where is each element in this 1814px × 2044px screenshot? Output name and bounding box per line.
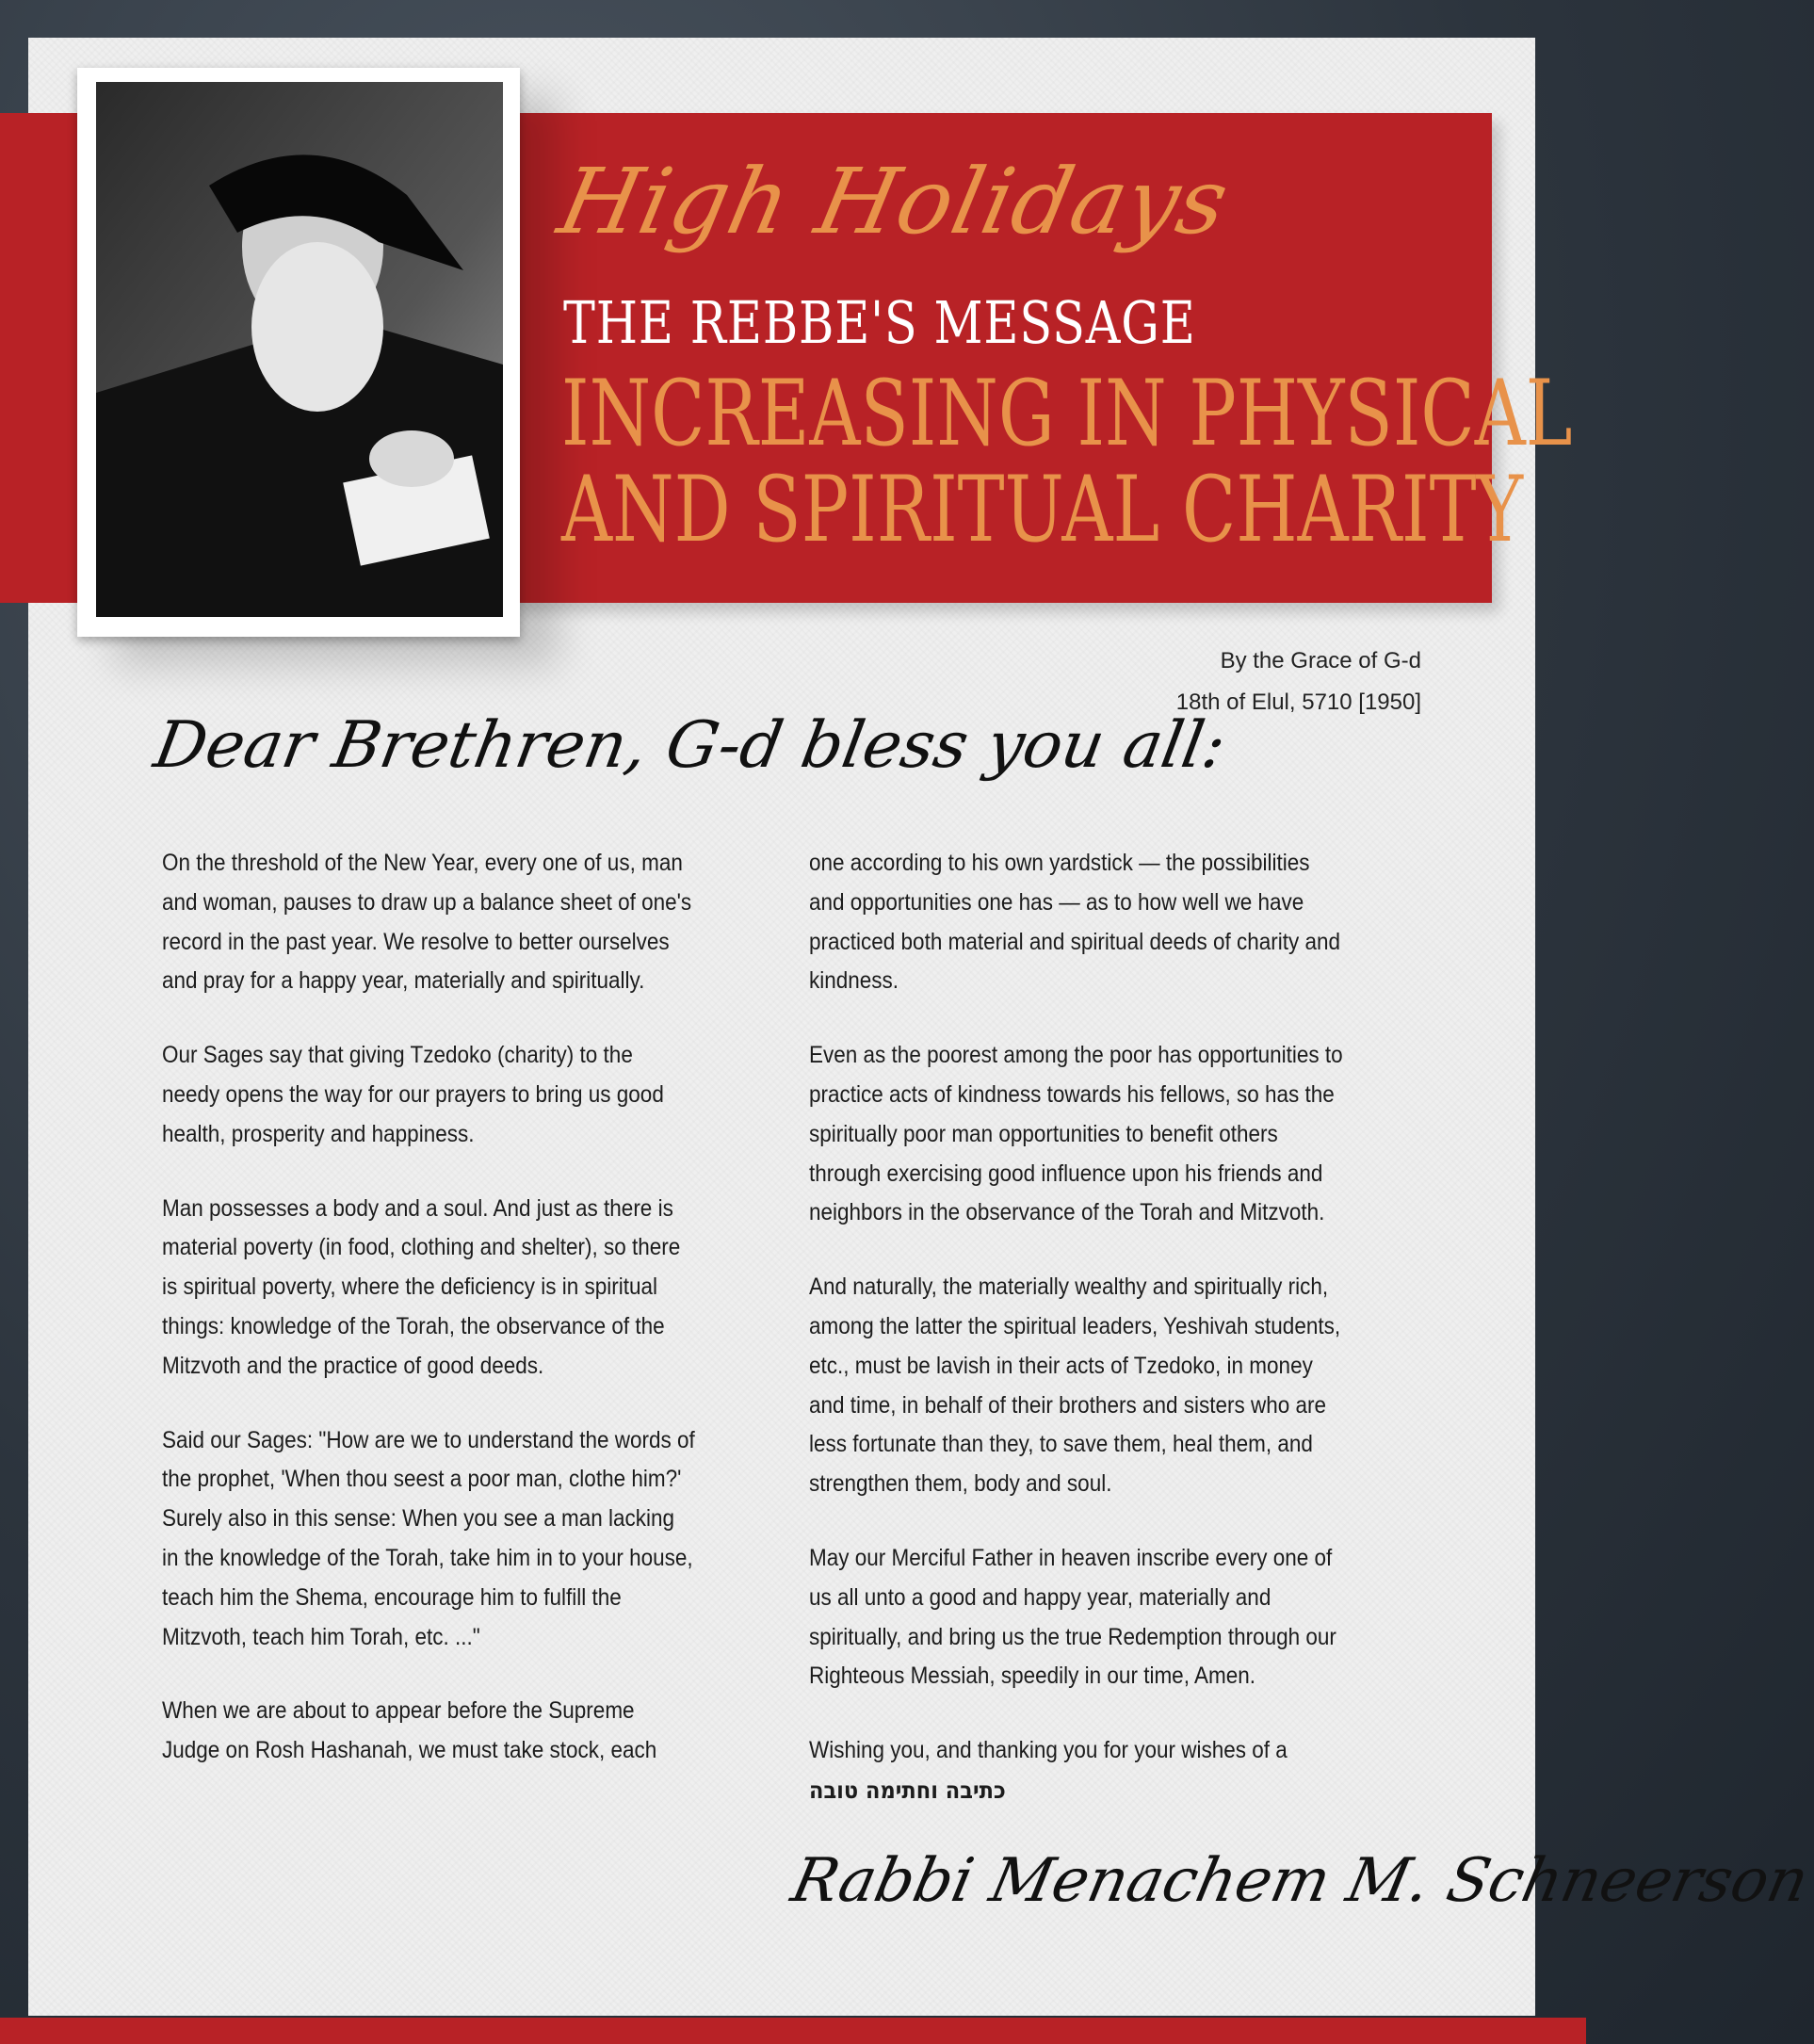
paragraph: On the threshold of the New Year, every one of us, man and woman, pauses to draw up a balance sheet of one's record in the past year. We resolve to better ourselves and pray for a happy year, materially and spiritually. (162, 850, 692, 995)
main-title-line-1: INCREASING IN PHYSICAL (561, 361, 1573, 466)
signature: Rabbi Menachem M. Schneerson (786, 1846, 1814, 1916)
portrait-photo (96, 82, 503, 617)
paragraph: Our Sages say that giving Tzedoko (charity) to the needy opens the way for our prayers to bring us good health, prosperity and happiness. (162, 1042, 664, 1147)
main-title-line-2: AND SPIRITUAL CHARITY (561, 457, 1524, 562)
letter-left-column (162, 844, 696, 1806)
dateline-grace: By the Grace of G-d (1220, 648, 1421, 673)
paragraph: When we are about to appear before the Supreme Judge on Rosh Hashanah, we must take stock, each (162, 1697, 657, 1764)
main-title (561, 361, 1573, 562)
paragraph: May our Merciful Father in heaven inscribe every one of us all unto a good and happy year, materially and spiritually, and bring us the true Redemption through our Righteous Messiah, speedily in our time, Amen. (809, 1544, 1336, 1690)
paragraph: Said our Sages: "How are we to understand the words of the prophet, 'When thou seest a poor man, clothe him?' Surely also in this sense: When you see a man lacking in the knowledge of the Torah, take him in to your house, teach him the Shema, encourage him to fulfill the Mitzvoth, teach him Torah, etc. ..." (162, 1426, 695, 1650)
closing-paragraph (809, 1731, 1343, 1811)
bottom-red-bar (0, 2018, 1586, 2044)
closing-text: Wishing you, and thanking you for your wishes of a (809, 1737, 1288, 1764)
paragraph: one according to his own yardstick — the possibilities and opportunities one has — as to how well we have practiced both material and spiritual deeds of charity and kindness. (809, 850, 1341, 995)
closing-hebrew: כתיבה וחתימה טובה (809, 1776, 1006, 1804)
paragraph: Man possesses a body and a soul. And just as there is material poverty (in food, clothing and shelter), so there is spiritual poverty, where the deficiency is in spiritual things: knowledge of the Torah, the observance of the Mitzvoth and the practice of good deeds. (162, 1194, 681, 1379)
letter-right-column (809, 844, 1343, 1846)
subtitle: THE REBBE'S MESSAGE (563, 288, 1196, 357)
paragraph: Even as the poorest among the poor has opportunities to practice acts of kindness towards his fellows, so has the spiritually poor man opportunities to benefit others through exercising good influence upon his friends and neighbors in the observance of the Torah and Mitzvoth. (809, 1042, 1343, 1226)
salutation: Dear Brethren, G-d bless you all: (149, 708, 1232, 783)
script-title: High Holidays (550, 149, 1239, 254)
paragraph: And naturally, the materially wealthy and spiritually rich, among the latter the spiritual leaders, Yeshivah students, etc., must be lavish in their acts of Tzedoko, in money and time, in behalf of their brothers and sisters who are less fortunate than they, to save them, heal them, and strengthen them, body and soul. (809, 1273, 1341, 1498)
portrait-photo-frame (77, 68, 520, 637)
dateline-date: 18th of Elul, 5710 [1950] (1175, 689, 1421, 715)
